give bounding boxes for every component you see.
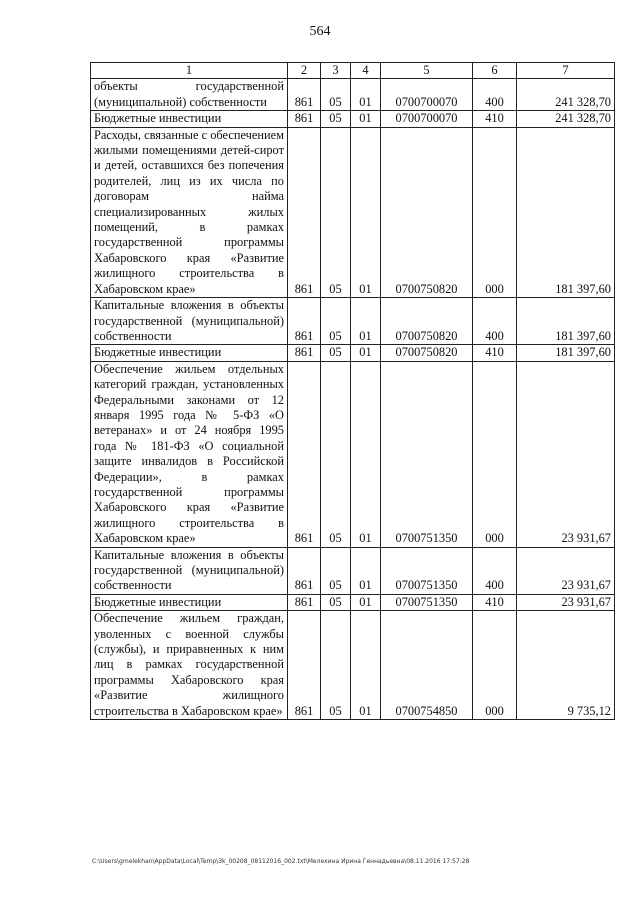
target-article-cell: 0700700070 [381, 111, 473, 127]
expense-type-cell: 400 [473, 547, 517, 594]
section-cell: 05 [321, 127, 351, 297]
header-cell: 7 [517, 63, 615, 79]
row-name-cell: Капитальные вложения в объекты государственной (муниципальной) собственности [91, 298, 288, 345]
amount-cell: 23 931,67 [517, 547, 615, 594]
section-cell: 05 [321, 611, 351, 720]
expense-type-cell: 410 [473, 111, 517, 127]
table-row [91, 361, 615, 547]
glava-cell: 861 [288, 298, 321, 345]
row-name-cell: Бюджетные инвестиции [91, 594, 288, 610]
subsection-cell: 01 [351, 111, 381, 127]
table-row [91, 345, 615, 361]
budget-table [90, 62, 615, 720]
file-path-footer: C:\Users\gmelekhan\AppData\Local\Temp\3k_00208_08112016_002.txt\Мелехина Ирина Геннадьевна\08.11.2016 17:57:28 [92, 858, 470, 865]
row-name-cell: Обеспечение жильем отдельных категорий граждан, установленных Федеральными законами от 12 января 1995 года № 5-ФЗ «О ветеранах» и от 24 ноября 1995 года № 181-ФЗ «О социальной защите инвалидов в Российской Федерации», в рамках государственной программы Хабаровского края «Развитие жилищного строительства в Хабаровском крае» [91, 361, 288, 547]
target-article-cell: 0700751350 [381, 594, 473, 610]
subsection-cell: 01 [351, 127, 381, 297]
amount-cell: 23 931,67 [517, 361, 615, 547]
header-cell: 2 [288, 63, 321, 79]
amount-cell: 181 397,60 [517, 127, 615, 297]
section-cell: 05 [321, 547, 351, 594]
amount-cell: 23 931,67 [517, 594, 615, 610]
target-article-cell: 0700754850 [381, 611, 473, 720]
expense-type-cell: 410 [473, 594, 517, 610]
table-row [91, 594, 615, 610]
section-cell: 05 [321, 298, 351, 345]
expense-type-cell: 400 [473, 298, 517, 345]
section-cell: 05 [321, 111, 351, 127]
amount-cell: 181 397,60 [517, 345, 615, 361]
amount-cell: 241 328,70 [517, 111, 615, 127]
header-cell: 6 [473, 63, 517, 79]
row-name-cell: Капитальные вложения в объекты государственной (муниципальной) собственности [91, 547, 288, 594]
glava-cell: 861 [288, 345, 321, 361]
table-row [91, 79, 615, 111]
table-row [91, 611, 615, 720]
subsection-cell: 01 [351, 79, 381, 111]
section-cell: 05 [321, 345, 351, 361]
subsection-cell: 01 [351, 298, 381, 345]
header-cell: 1 [91, 63, 288, 79]
row-name-cell: Расходы, связанные с обеспечением жилыми помещениями детей-сирот и детей, оставшихся без попечения родителей, лиц из их числа по договорам найма специализированных жилых помещений, в рамках государственной программы Хабаровского края «Развитие жилищного строительства в Хабаровском крае» [91, 127, 288, 297]
glava-cell: 861 [288, 611, 321, 720]
section-cell: 05 [321, 79, 351, 111]
glava-cell: 861 [288, 127, 321, 297]
table-row [91, 298, 615, 345]
glava-cell: 861 [288, 79, 321, 111]
row-name-cell: Обеспечение жильем граждан, уволенных с военной службы (службы), и приравненных к ним лиц в рамках государственной программы Хабаровского края «Развитие жилищного строительства в Хабаровском крае» [91, 611, 288, 720]
row-name-cell: Бюджетные инвестиции [91, 345, 288, 361]
table-row [91, 547, 615, 594]
table-row [91, 127, 615, 297]
subsection-cell: 01 [351, 594, 381, 610]
row-name-cell: Бюджетные инвестиции [91, 111, 288, 127]
glava-cell: 861 [288, 547, 321, 594]
target-article-cell: 0700700070 [381, 79, 473, 111]
amount-cell: 9 735,12 [517, 611, 615, 720]
amount-cell: 181 397,60 [517, 298, 615, 345]
expense-type-cell: 400 [473, 79, 517, 111]
subsection-cell: 01 [351, 345, 381, 361]
target-article-cell: 0700750820 [381, 127, 473, 297]
header-cell: 4 [351, 63, 381, 79]
section-cell: 05 [321, 361, 351, 547]
page-number: 564 [309, 24, 331, 39]
subsection-cell: 01 [351, 361, 381, 547]
glava-cell: 861 [288, 594, 321, 610]
table-row [91, 111, 615, 127]
expense-type-cell: 000 [473, 611, 517, 720]
expense-type-cell: 000 [473, 127, 517, 297]
subsection-cell: 01 [351, 547, 381, 594]
amount-cell: 241 328,70 [517, 79, 615, 111]
target-article-cell: 0700751350 [381, 361, 473, 547]
row-name-cell: объекты государственной (муниципальной) собственности [91, 79, 288, 111]
glava-cell: 861 [288, 111, 321, 127]
section-cell: 05 [321, 594, 351, 610]
header-cell: 3 [321, 63, 351, 79]
target-article-cell: 0700750820 [381, 298, 473, 345]
header-row [91, 63, 615, 79]
expense-type-cell: 410 [473, 345, 517, 361]
glava-cell: 861 [288, 361, 321, 547]
header-cell: 5 [381, 63, 473, 79]
target-article-cell: 0700750820 [381, 345, 473, 361]
subsection-cell: 01 [351, 611, 381, 720]
target-article-cell: 0700751350 [381, 547, 473, 594]
expense-type-cell: 000 [473, 361, 517, 547]
